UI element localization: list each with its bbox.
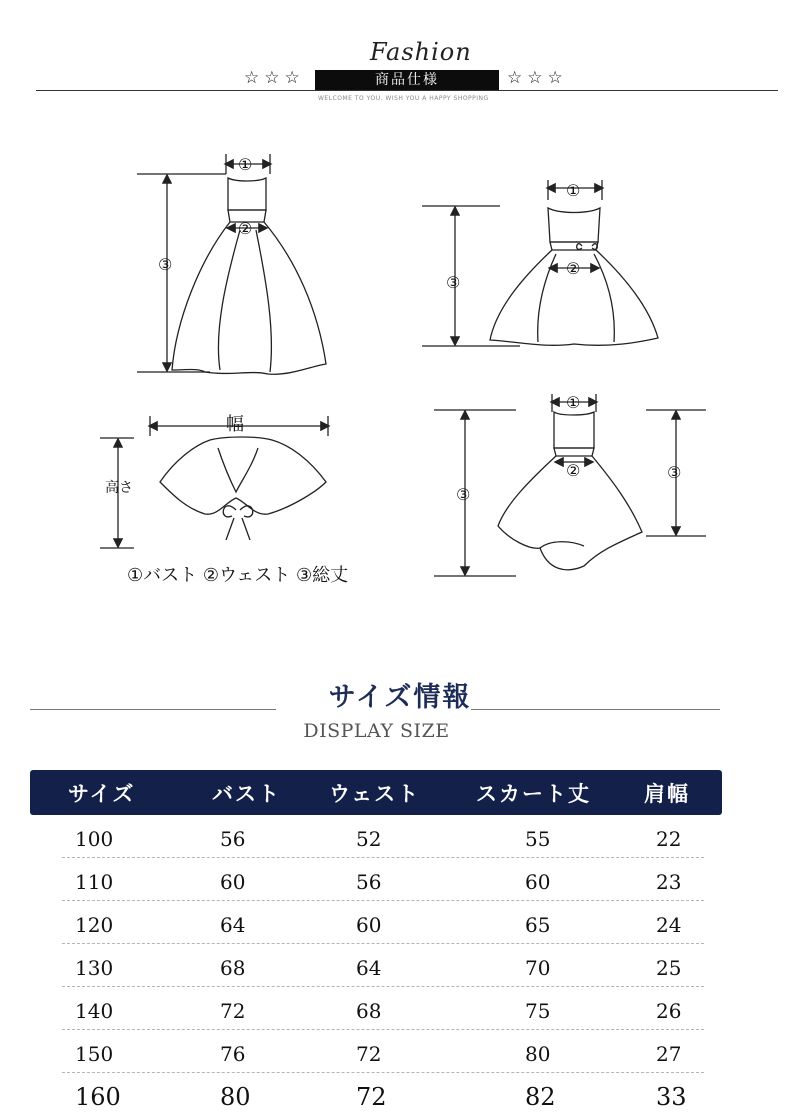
marker-1-highlow: ① xyxy=(566,393,581,412)
table-row xyxy=(0,858,800,901)
cell-bust: 80 xyxy=(220,1083,251,1111)
cell-skirt-length: 65 xyxy=(525,913,551,937)
marker-2-highlow: ② xyxy=(566,461,581,480)
table-row xyxy=(0,944,800,987)
cell-shoulder-width: 27 xyxy=(656,1042,682,1066)
height-label: 高さ xyxy=(105,480,133,496)
cell-waist: 56 xyxy=(356,870,382,894)
marker-1-short: ① xyxy=(566,181,581,200)
cell-size: 160 xyxy=(75,1083,121,1111)
table-row xyxy=(0,815,800,858)
cell-waist: 64 xyxy=(356,956,382,980)
marker-3-gown: ③ xyxy=(158,255,173,274)
cell-shoulder-width: 22 xyxy=(656,827,682,851)
marker-2-short: ② xyxy=(566,259,581,278)
table-row xyxy=(0,1030,800,1073)
cell-shoulder-width: 26 xyxy=(656,999,682,1023)
width-label: 幅 xyxy=(226,414,244,435)
marker-3-highlow-right: ③ xyxy=(667,463,682,482)
table-row xyxy=(0,901,800,944)
cell-shoulder-width: 25 xyxy=(656,956,682,980)
size-table-header xyxy=(30,770,722,815)
header-shoulder-width: 肩幅 xyxy=(644,782,690,806)
welcome-tagline: WELCOME TO YOU. WISH YOU A HAPPY SHOPPING xyxy=(318,95,489,102)
cell-waist: 72 xyxy=(356,1042,382,1066)
size-info-title: サイズ情報 xyxy=(328,682,472,713)
display-size-subtitle: DISPLAY SIZE xyxy=(303,720,450,742)
marker-1-gown: ① xyxy=(238,155,253,174)
shawl-diagram xyxy=(100,416,328,548)
stars-left: ☆☆☆ xyxy=(244,68,305,88)
dress-diagrams-svg xyxy=(0,130,800,600)
spec-title-bar: 商品仕様 xyxy=(315,70,499,90)
title-rule-left xyxy=(30,709,276,710)
cell-size: 100 xyxy=(75,827,114,851)
high-low-dress-diagram xyxy=(434,394,706,576)
header-skirt-length: スカート丈 xyxy=(476,782,591,806)
cell-bust: 72 xyxy=(220,999,246,1023)
marker-2-gown: ② xyxy=(238,219,253,238)
measurement-diagrams xyxy=(0,130,800,600)
marker-3-highlow-left: ③ xyxy=(456,485,471,504)
marker-3-short: ③ xyxy=(446,273,461,292)
cell-size: 130 xyxy=(75,956,114,980)
cell-skirt-length: 60 xyxy=(525,870,551,894)
cell-skirt-length: 75 xyxy=(525,999,551,1023)
table-row xyxy=(0,987,800,1030)
cell-skirt-length: 82 xyxy=(525,1083,556,1111)
header-waist: ウェスト xyxy=(329,782,421,806)
measurement-legend: ①バスト ②ウェスト ③総丈 xyxy=(127,565,349,586)
header-bust: バスト xyxy=(212,782,281,806)
cell-waist: 72 xyxy=(356,1083,387,1111)
cell-shoulder-width: 23 xyxy=(656,870,682,894)
cell-shoulder-width: 24 xyxy=(656,913,682,937)
cell-skirt-length: 55 xyxy=(525,827,551,851)
stars-right: ☆☆☆ xyxy=(507,68,568,88)
cell-bust: 68 xyxy=(220,956,246,980)
fashion-script-title: Fashion xyxy=(370,38,472,66)
cell-skirt-length: 80 xyxy=(525,1042,551,1066)
cell-waist: 60 xyxy=(356,913,382,937)
title-rule-right xyxy=(471,709,720,710)
table-row xyxy=(0,1073,800,1116)
cell-skirt-length: 70 xyxy=(525,956,551,980)
cell-bust: 64 xyxy=(220,913,246,937)
cell-size: 150 xyxy=(75,1042,114,1066)
cell-size: 120 xyxy=(75,913,114,937)
cell-waist: 68 xyxy=(356,999,382,1023)
cell-shoulder-width: 33 xyxy=(656,1083,687,1111)
product-spec-banner xyxy=(0,0,800,110)
cell-bust: 76 xyxy=(220,1042,246,1066)
short-dress-diagram xyxy=(422,180,658,346)
cell-size: 140 xyxy=(75,999,114,1023)
banner-divider xyxy=(36,90,778,91)
header-size: サイズ xyxy=(68,782,136,806)
cell-waist: 52 xyxy=(356,827,382,851)
cell-bust: 56 xyxy=(220,827,246,851)
cell-size: 110 xyxy=(75,870,114,894)
cell-bust: 60 xyxy=(220,870,246,894)
